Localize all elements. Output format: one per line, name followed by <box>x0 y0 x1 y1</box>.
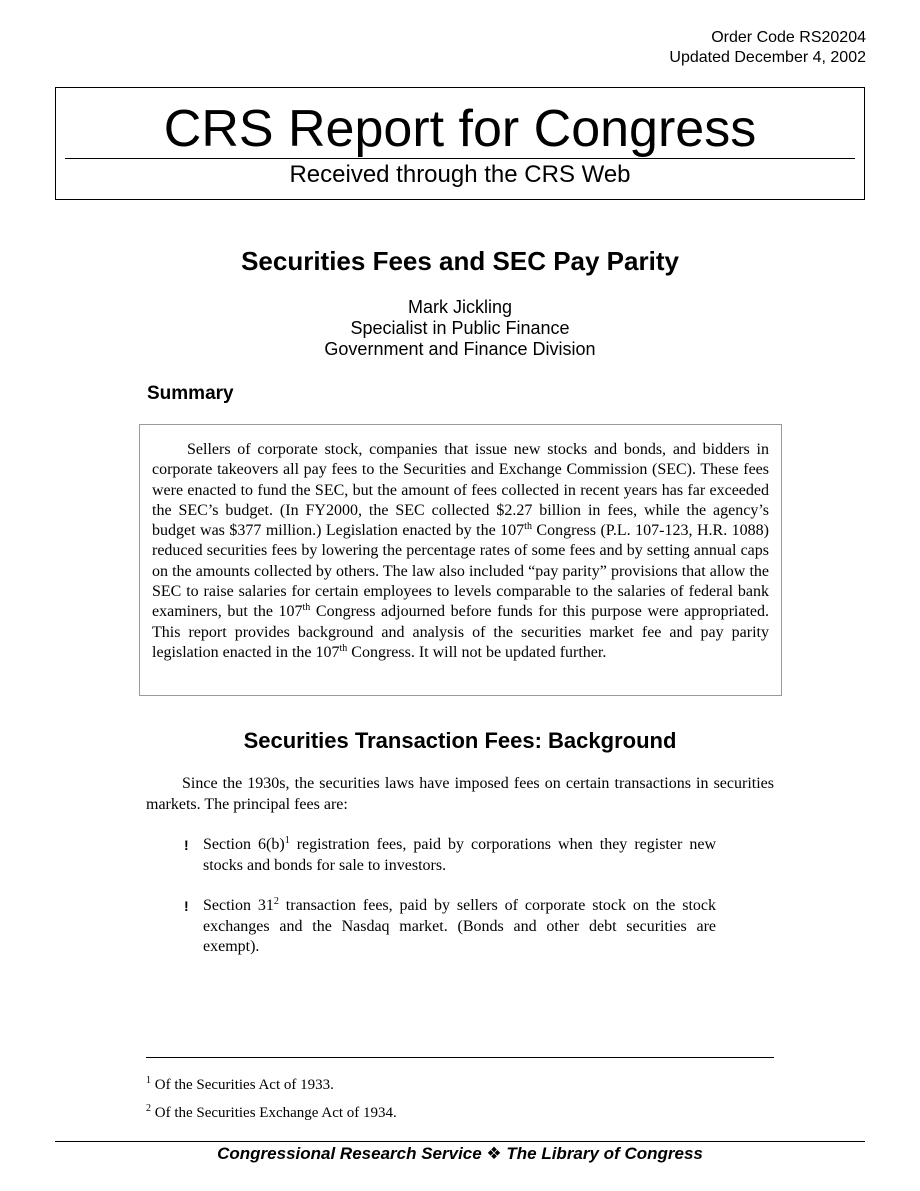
bullet-text-part: transaction fees, paid by sellers of corporate stock on the stock exchanges and the Nasdaq market. (Bonds and other debt securities are exempt). <box>203 897 717 955</box>
ordinal-suffix: th <box>302 602 311 614</box>
bullet-text-part: Section 6(b) <box>203 836 285 853</box>
updated-date: Updated December 4, 2002 <box>669 49 866 66</box>
page-footer: Congressional Research Service ❖ The Library of Congress <box>217 1144 703 1163</box>
intro-paragraph: Since the 1930s, the securities laws have imposed fees on certain transactions in securities markets. The principal fees are: <box>146 775 774 813</box>
author-division: Government and Finance Division <box>324 339 596 359</box>
footnote-number: 1 <box>146 1075 151 1086</box>
bullet-text <box>203 896 716 958</box>
footnote-ref: 2 <box>273 896 279 907</box>
summary-text-part: Congress. It will not be updated further. <box>347 643 607 661</box>
order-code-block <box>669 28 866 68</box>
summary-text-part: Sellers of corporate stock, companies that issue new stocks and bonds, and bidders in corporate takeovers all pay fees to the Securities and Exchange Commission (SEC). These fees were enacted to fund the SEC, but the amount of fees collected in recent years has far exceeded the SEC’s budget. (In FY2000, the SEC collected $2.27 billion in fees, while the agency’s budget was $377 million.) Legislation enacted by the 107 <box>152 441 769 540</box>
header-divider <box>65 158 855 159</box>
ordinal-suffix: th <box>339 642 348 654</box>
report-title: Securities Fees and SEC Pay Parity <box>241 246 679 276</box>
footnote-ref: 1 <box>284 835 290 846</box>
section-heading: Securities Transaction Fees: Background <box>243 728 677 753</box>
author-block <box>0 297 920 360</box>
footnote-number: 2 <box>146 1103 151 1114</box>
bullet-mark: ! <box>184 898 189 914</box>
bullet-text <box>203 835 716 876</box>
footer-divider <box>55 1141 865 1142</box>
author-name: Mark Jickling <box>407 297 513 317</box>
footnote <box>146 1104 397 1123</box>
bullet-mark: ! <box>184 837 189 853</box>
footnote <box>146 1076 334 1095</box>
summary-text <box>152 440 769 663</box>
bullet-item <box>184 835 716 879</box>
bullet-text-part: registration fees, paid by corporations when they register new stocks and bonds for sale to investors. <box>203 836 716 874</box>
summary-text-part: Congress adjourned before funds for this purpose were appropriated. This report provides background and analysis of the securities market fee and pay parity legislation enacted in the 107 <box>152 603 769 661</box>
bullet-item <box>184 896 716 960</box>
footnote-text: Of the Securities Exchange Act of 1934. <box>151 1105 397 1121</box>
summary-heading: Summary <box>147 383 234 404</box>
footnote-text: Of the Securities Act of 1933. <box>151 1077 334 1093</box>
footnote-divider <box>146 1057 774 1058</box>
order-code: Order Code RS20204 <box>711 29 866 46</box>
bullet-text-part: Section 31 <box>203 897 274 914</box>
ordinal-suffix: th <box>524 521 532 533</box>
author-title: Specialist in Public Finance <box>350 318 570 338</box>
summary-text-part: Congress (P.L. 107-123, H.R. 1088) reduced securities fees by lowering the percentage rates of some fees and by setting annual caps on the amounts collected by others. The law also included “pay parity” provisions that allow the SEC to raise salaries for certain employees to levels comparable to the salaries of federal bank examiners, but the 107 <box>152 522 769 621</box>
report-series-subtitle: Received through the CRS Web <box>289 161 631 188</box>
report-series-title: CRS Report for Congress <box>163 100 757 158</box>
